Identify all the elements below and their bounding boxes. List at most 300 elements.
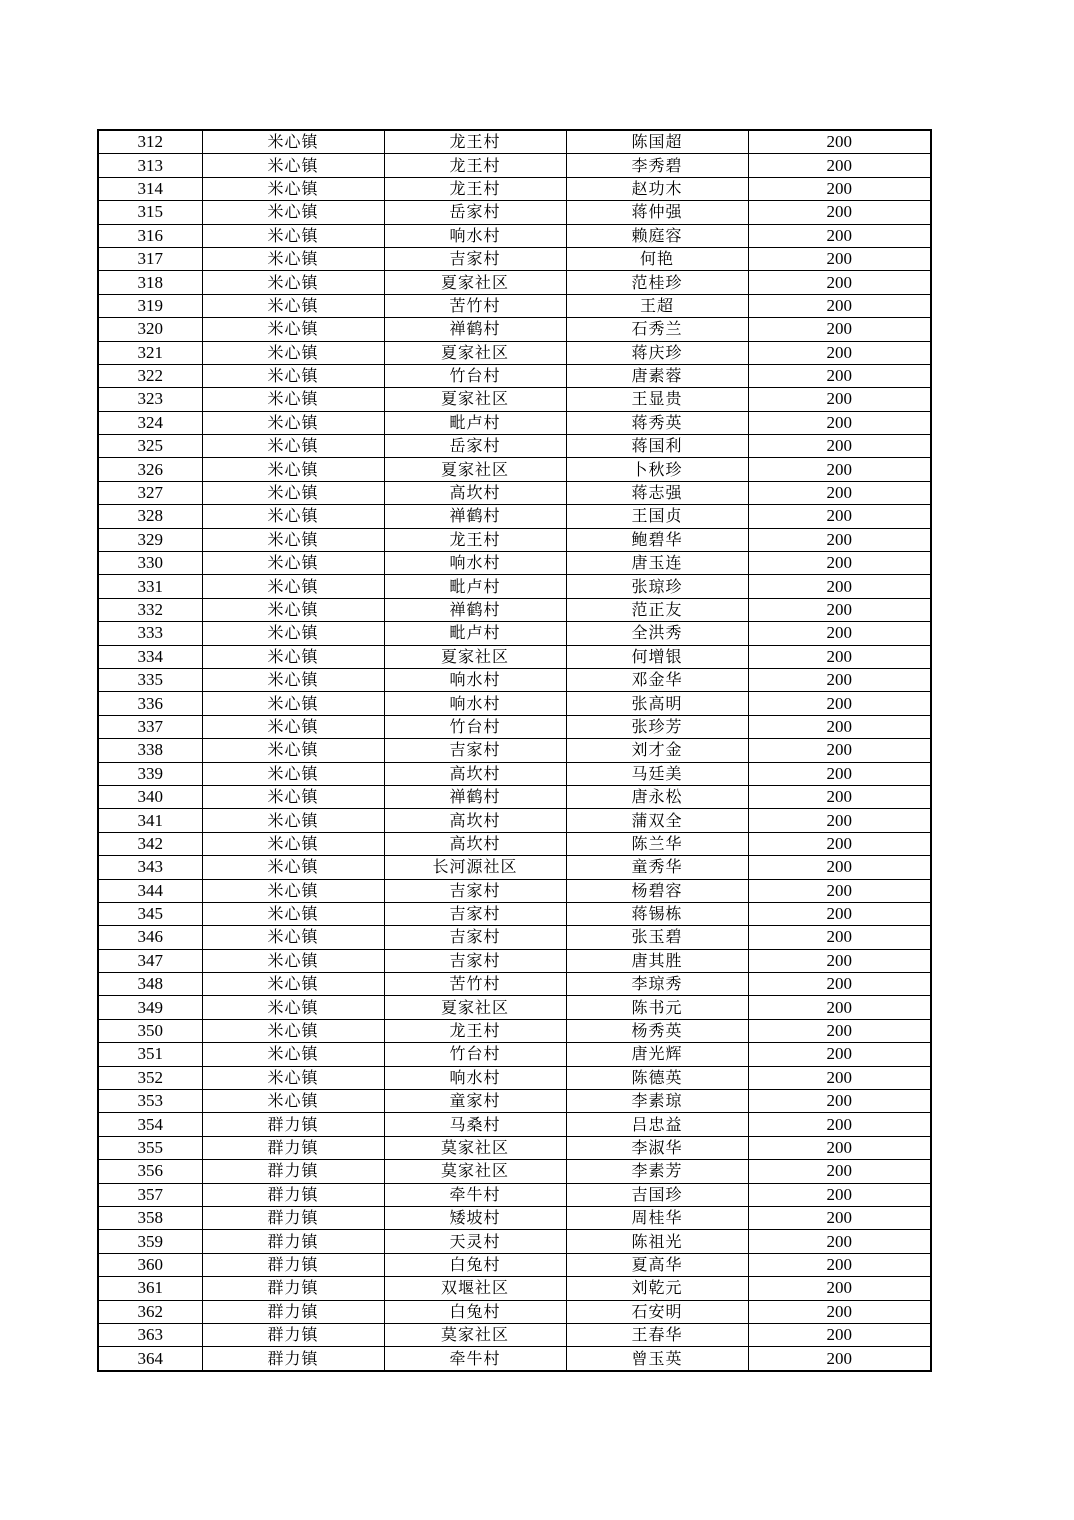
name-cell: 马廷美 [566, 762, 748, 785]
amount-cell: 200 [748, 481, 931, 504]
name-cell: 唐玉连 [566, 552, 748, 575]
table-row [98, 1160, 931, 1183]
village-cell: 吉家村 [384, 739, 566, 762]
village-cell: 吉家村 [384, 949, 566, 972]
serial-cell: 313 [98, 154, 202, 177]
name-cell: 杨碧容 [566, 879, 748, 902]
amount-cell: 200 [748, 201, 931, 224]
amount-cell: 200 [748, 130, 931, 154]
town-cell: 米心镇 [202, 130, 384, 154]
village-cell: 高坎村 [384, 832, 566, 855]
name-cell: 唐其胜 [566, 949, 748, 972]
village-cell: 白兔村 [384, 1253, 566, 1276]
town-cell: 米心镇 [202, 645, 384, 668]
village-cell: 夏家社区 [384, 388, 566, 411]
town-cell: 米心镇 [202, 271, 384, 294]
serial-cell: 348 [98, 973, 202, 996]
name-cell: 周桂华 [566, 1206, 748, 1229]
table-row [98, 762, 931, 785]
village-cell: 龙王村 [384, 1019, 566, 1042]
serial-cell: 363 [98, 1323, 202, 1346]
town-cell: 米心镇 [202, 809, 384, 832]
table-row [98, 622, 931, 645]
name-cell: 李琼秀 [566, 973, 748, 996]
table-row [98, 1043, 931, 1066]
amount-cell: 200 [748, 1300, 931, 1323]
village-cell: 苦竹村 [384, 973, 566, 996]
village-cell: 矮坡村 [384, 1206, 566, 1229]
town-cell: 米心镇 [202, 552, 384, 575]
amount-cell: 200 [748, 856, 931, 879]
serial-cell: 336 [98, 692, 202, 715]
town-cell: 米心镇 [202, 575, 384, 598]
name-cell: 夏高华 [566, 1253, 748, 1276]
town-cell: 米心镇 [202, 224, 384, 247]
amount-cell: 200 [748, 1277, 931, 1300]
table-row [98, 739, 931, 762]
serial-cell: 339 [98, 762, 202, 785]
amount-cell: 200 [748, 1230, 931, 1253]
table-row [98, 1206, 931, 1229]
name-cell: 曾玉英 [566, 1347, 748, 1371]
amount-cell: 200 [748, 1136, 931, 1159]
amount-cell: 200 [748, 435, 931, 458]
table-row [98, 996, 931, 1019]
name-cell: 杨秀英 [566, 1019, 748, 1042]
amount-cell: 200 [748, 154, 931, 177]
serial-cell: 331 [98, 575, 202, 598]
name-cell: 王显贵 [566, 388, 748, 411]
amount-cell: 200 [748, 1043, 931, 1066]
amount-cell: 200 [748, 458, 931, 481]
table-row [98, 1136, 931, 1159]
name-cell: 赖庭容 [566, 224, 748, 247]
village-cell: 吉家村 [384, 926, 566, 949]
serial-cell: 323 [98, 388, 202, 411]
town-cell: 群力镇 [202, 1277, 384, 1300]
table-row [98, 973, 931, 996]
table-row [98, 575, 931, 598]
serial-cell: 353 [98, 1090, 202, 1113]
town-cell: 米心镇 [202, 902, 384, 925]
serial-cell: 327 [98, 481, 202, 504]
table-row [98, 364, 931, 387]
name-cell: 何增银 [566, 645, 748, 668]
name-cell: 童秀华 [566, 856, 748, 879]
amount-cell: 200 [748, 1019, 931, 1042]
town-cell: 米心镇 [202, 879, 384, 902]
village-cell: 龙王村 [384, 130, 566, 154]
table-row [98, 271, 931, 294]
serial-cell: 349 [98, 996, 202, 1019]
town-cell: 米心镇 [202, 1066, 384, 1089]
town-cell: 米心镇 [202, 832, 384, 855]
amount-cell: 200 [748, 1183, 931, 1206]
serial-cell: 354 [98, 1113, 202, 1136]
name-cell: 蒋庆珍 [566, 341, 748, 364]
table-row [98, 668, 931, 691]
name-cell: 范正友 [566, 598, 748, 621]
table-row [98, 1253, 931, 1276]
table-row [98, 1019, 931, 1042]
serial-cell: 362 [98, 1300, 202, 1323]
name-cell: 吉国珍 [566, 1183, 748, 1206]
name-cell: 石秀兰 [566, 318, 748, 341]
village-cell: 夏家社区 [384, 645, 566, 668]
town-cell: 米心镇 [202, 411, 384, 434]
table-body [98, 130, 931, 1371]
serial-cell: 325 [98, 435, 202, 458]
serial-cell: 340 [98, 785, 202, 808]
name-cell: 陈祖光 [566, 1230, 748, 1253]
serial-cell: 351 [98, 1043, 202, 1066]
table-row [98, 1347, 931, 1371]
name-cell: 陈国超 [566, 130, 748, 154]
village-cell: 龙王村 [384, 154, 566, 177]
amount-cell: 200 [748, 505, 931, 528]
town-cell: 米心镇 [202, 341, 384, 364]
table-row [98, 1113, 931, 1136]
name-cell: 陈德英 [566, 1066, 748, 1089]
amount-cell: 200 [748, 739, 931, 762]
amount-cell: 200 [748, 1160, 931, 1183]
town-cell: 群力镇 [202, 1347, 384, 1371]
village-cell: 禅鹤村 [384, 505, 566, 528]
name-cell: 唐永松 [566, 785, 748, 808]
serial-cell: 319 [98, 294, 202, 317]
table-row [98, 177, 931, 200]
amount-cell: 200 [748, 622, 931, 645]
table-row [98, 130, 931, 154]
village-cell: 响水村 [384, 552, 566, 575]
table-row [98, 1066, 931, 1089]
table-row [98, 528, 931, 551]
amount-cell: 200 [748, 271, 931, 294]
table-row [98, 1090, 931, 1113]
amount-cell: 200 [748, 645, 931, 668]
village-cell: 高坎村 [384, 809, 566, 832]
village-cell: 白兔村 [384, 1300, 566, 1323]
town-cell: 米心镇 [202, 739, 384, 762]
amount-cell: 200 [748, 879, 931, 902]
serial-cell: 347 [98, 949, 202, 972]
name-cell: 李素琼 [566, 1090, 748, 1113]
serial-cell: 346 [98, 926, 202, 949]
serial-cell: 328 [98, 505, 202, 528]
village-cell: 天灵村 [384, 1230, 566, 1253]
village-cell: 莫家社区 [384, 1160, 566, 1183]
village-cell: 龙王村 [384, 177, 566, 200]
serial-cell: 342 [98, 832, 202, 855]
village-cell: 高坎村 [384, 762, 566, 785]
amount-cell: 200 [748, 1253, 931, 1276]
amount-cell: 200 [748, 1206, 931, 1229]
town-cell: 米心镇 [202, 926, 384, 949]
town-cell: 群力镇 [202, 1300, 384, 1323]
town-cell: 群力镇 [202, 1136, 384, 1159]
amount-cell: 200 [748, 973, 931, 996]
town-cell: 米心镇 [202, 481, 384, 504]
name-cell: 李淑华 [566, 1136, 748, 1159]
name-cell: 张珍芳 [566, 715, 748, 738]
table-row [98, 247, 931, 270]
name-cell: 鲍碧华 [566, 528, 748, 551]
village-cell: 童家村 [384, 1090, 566, 1113]
village-cell: 响水村 [384, 692, 566, 715]
town-cell: 米心镇 [202, 692, 384, 715]
village-cell: 响水村 [384, 668, 566, 691]
village-cell: 竹台村 [384, 1043, 566, 1066]
village-cell: 吉家村 [384, 879, 566, 902]
village-cell: 吉家村 [384, 902, 566, 925]
table-row [98, 388, 931, 411]
serial-cell: 344 [98, 879, 202, 902]
amount-cell: 200 [748, 247, 931, 270]
village-cell: 响水村 [384, 224, 566, 247]
serial-cell: 337 [98, 715, 202, 738]
serial-cell: 317 [98, 247, 202, 270]
table-row [98, 1300, 931, 1323]
town-cell: 群力镇 [202, 1323, 384, 1346]
table-row [98, 318, 931, 341]
name-cell: 吕忠益 [566, 1113, 748, 1136]
table-row [98, 949, 931, 972]
name-cell: 李秀碧 [566, 154, 748, 177]
amount-cell: 200 [748, 1090, 931, 1113]
town-cell: 群力镇 [202, 1253, 384, 1276]
table-row [98, 505, 931, 528]
village-cell: 禅鹤村 [384, 598, 566, 621]
village-cell: 毗卢村 [384, 575, 566, 598]
amount-cell: 200 [748, 598, 931, 621]
amount-cell: 200 [748, 552, 931, 575]
serial-cell: 355 [98, 1136, 202, 1159]
serial-cell: 332 [98, 598, 202, 621]
town-cell: 群力镇 [202, 1183, 384, 1206]
town-cell: 米心镇 [202, 388, 384, 411]
town-cell: 米心镇 [202, 622, 384, 645]
amount-cell: 200 [748, 832, 931, 855]
amount-cell: 200 [748, 318, 931, 341]
serial-cell: 329 [98, 528, 202, 551]
name-cell: 全洪秀 [566, 622, 748, 645]
table-row [98, 692, 931, 715]
name-cell: 赵功木 [566, 177, 748, 200]
village-cell: 莫家社区 [384, 1136, 566, 1159]
serial-cell: 343 [98, 856, 202, 879]
town-cell: 米心镇 [202, 1019, 384, 1042]
village-cell: 牵牛村 [384, 1347, 566, 1371]
town-cell: 米心镇 [202, 856, 384, 879]
amount-cell: 200 [748, 996, 931, 1019]
name-cell: 陈兰华 [566, 832, 748, 855]
town-cell: 米心镇 [202, 1043, 384, 1066]
town-cell: 群力镇 [202, 1206, 384, 1229]
name-cell: 蒋仲强 [566, 201, 748, 224]
table-row [98, 1277, 931, 1300]
name-cell: 何艳 [566, 247, 748, 270]
village-cell: 夏家社区 [384, 458, 566, 481]
village-cell: 岳家村 [384, 201, 566, 224]
town-cell: 米心镇 [202, 598, 384, 621]
town-cell: 群力镇 [202, 1230, 384, 1253]
village-cell: 牵牛村 [384, 1183, 566, 1206]
village-cell: 竹台村 [384, 364, 566, 387]
town-cell: 群力镇 [202, 1113, 384, 1136]
amount-cell: 200 [748, 809, 931, 832]
town-cell: 米心镇 [202, 435, 384, 458]
name-cell: 石安明 [566, 1300, 748, 1323]
serial-cell: 316 [98, 224, 202, 247]
table-row [98, 1323, 931, 1346]
amount-cell: 200 [748, 177, 931, 200]
village-cell: 高坎村 [384, 481, 566, 504]
table-row [98, 598, 931, 621]
amount-cell: 200 [748, 1323, 931, 1346]
amount-cell: 200 [748, 1347, 931, 1371]
town-cell: 米心镇 [202, 785, 384, 808]
town-cell: 米心镇 [202, 294, 384, 317]
table-row [98, 785, 931, 808]
amount-cell: 200 [748, 224, 931, 247]
serial-cell: 361 [98, 1277, 202, 1300]
serial-cell: 341 [98, 809, 202, 832]
village-cell: 马桑村 [384, 1113, 566, 1136]
serial-cell: 360 [98, 1253, 202, 1276]
town-cell: 米心镇 [202, 154, 384, 177]
table-row [98, 552, 931, 575]
name-cell: 陈书元 [566, 996, 748, 1019]
table-row [98, 341, 931, 364]
serial-cell: 330 [98, 552, 202, 575]
table-row [98, 294, 931, 317]
table-row [98, 879, 931, 902]
amount-cell: 200 [748, 1113, 931, 1136]
serial-cell: 356 [98, 1160, 202, 1183]
amount-cell: 200 [748, 949, 931, 972]
name-cell: 唐素蓉 [566, 364, 748, 387]
name-cell: 王春华 [566, 1323, 748, 1346]
table-row [98, 1183, 931, 1206]
town-cell: 米心镇 [202, 247, 384, 270]
amount-cell: 200 [748, 668, 931, 691]
village-cell: 响水村 [384, 1066, 566, 1089]
town-cell: 米心镇 [202, 973, 384, 996]
name-cell: 刘乾元 [566, 1277, 748, 1300]
serial-cell: 345 [98, 902, 202, 925]
name-cell: 刘才金 [566, 739, 748, 762]
town-cell: 米心镇 [202, 762, 384, 785]
amount-cell: 200 [748, 575, 931, 598]
table-row [98, 481, 931, 504]
table-row [98, 154, 931, 177]
town-cell: 米心镇 [202, 1090, 384, 1113]
name-cell: 蒋志强 [566, 481, 748, 504]
amount-cell: 200 [748, 1066, 931, 1089]
village-cell: 禅鹤村 [384, 785, 566, 808]
serial-cell: 335 [98, 668, 202, 691]
amount-cell: 200 [748, 411, 931, 434]
amount-cell: 200 [748, 528, 931, 551]
village-cell: 双堰社区 [384, 1277, 566, 1300]
amount-cell: 200 [748, 364, 931, 387]
village-cell: 苦竹村 [384, 294, 566, 317]
serial-cell: 322 [98, 364, 202, 387]
town-cell: 米心镇 [202, 177, 384, 200]
serial-cell: 357 [98, 1183, 202, 1206]
serial-cell: 350 [98, 1019, 202, 1042]
village-cell: 吉家村 [384, 247, 566, 270]
name-cell: 蒲双全 [566, 809, 748, 832]
table-row [98, 201, 931, 224]
name-cell: 范桂珍 [566, 271, 748, 294]
name-cell: 卜秋珍 [566, 458, 748, 481]
village-cell: 毗卢村 [384, 622, 566, 645]
serial-cell: 312 [98, 130, 202, 154]
serial-cell: 333 [98, 622, 202, 645]
serial-cell: 338 [98, 739, 202, 762]
table-row [98, 809, 931, 832]
town-cell: 米心镇 [202, 458, 384, 481]
name-cell: 张高明 [566, 692, 748, 715]
amount-cell: 200 [748, 692, 931, 715]
name-cell: 蒋锡栋 [566, 902, 748, 925]
amount-cell: 200 [748, 715, 931, 738]
name-cell: 蒋秀英 [566, 411, 748, 434]
village-cell: 夏家社区 [384, 341, 566, 364]
amount-cell: 200 [748, 762, 931, 785]
amount-cell: 200 [748, 388, 931, 411]
serial-cell: 318 [98, 271, 202, 294]
table-row [98, 458, 931, 481]
table-row [98, 645, 931, 668]
name-cell: 王国贞 [566, 505, 748, 528]
amount-cell: 200 [748, 785, 931, 808]
serial-cell: 324 [98, 411, 202, 434]
village-cell: 夏家社区 [384, 996, 566, 1019]
town-cell: 米心镇 [202, 949, 384, 972]
serial-cell: 352 [98, 1066, 202, 1089]
serial-cell: 358 [98, 1206, 202, 1229]
table-row [98, 411, 931, 434]
village-cell: 夏家社区 [384, 271, 566, 294]
town-cell: 米心镇 [202, 201, 384, 224]
town-cell: 群力镇 [202, 1160, 384, 1183]
name-cell: 张琼珍 [566, 575, 748, 598]
serial-cell: 315 [98, 201, 202, 224]
serial-cell: 326 [98, 458, 202, 481]
amount-cell: 200 [748, 294, 931, 317]
name-cell: 李素芳 [566, 1160, 748, 1183]
village-cell: 毗卢村 [384, 411, 566, 434]
town-cell: 米心镇 [202, 505, 384, 528]
table-row [98, 224, 931, 247]
name-cell: 邓金华 [566, 668, 748, 691]
village-cell: 莫家社区 [384, 1323, 566, 1346]
town-cell: 米心镇 [202, 528, 384, 551]
table-row [98, 832, 931, 855]
serial-cell: 364 [98, 1347, 202, 1371]
town-cell: 米心镇 [202, 668, 384, 691]
serial-cell: 321 [98, 341, 202, 364]
village-cell: 禅鹤村 [384, 318, 566, 341]
village-cell: 岳家村 [384, 435, 566, 458]
table-row [98, 902, 931, 925]
table-row [98, 926, 931, 949]
name-cell: 王超 [566, 294, 748, 317]
name-cell: 蒋国利 [566, 435, 748, 458]
amount-cell: 200 [748, 926, 931, 949]
